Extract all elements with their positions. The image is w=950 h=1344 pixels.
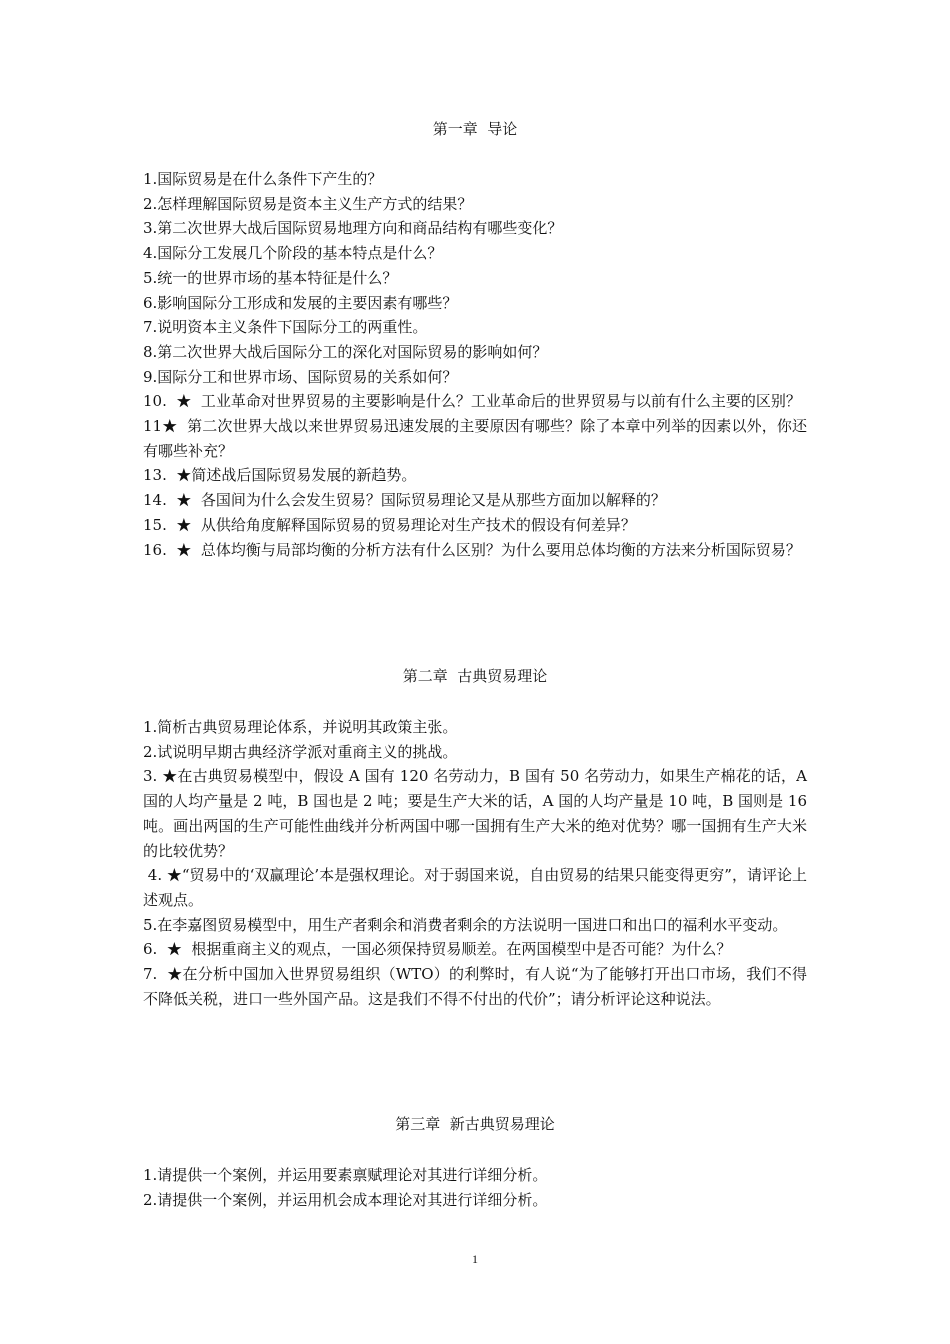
chapter-title: 第二章 古典贸易理论 — [402, 667, 548, 685]
question-item: 16. ★ 总体均衡与局部均衡的分析方法有什么区别？为什么要用总体均衡的方法来分析国际贸易？ — [143, 540, 801, 559]
chapter-title: 第一章 导论 — [432, 120, 518, 138]
chapter-2 — [143, 664, 812, 1011]
question-item: 10. ★ 工业革命对世界贸易的主要影响是什么？工业革命后的世界贸易与以前有什么主要的区别？ — [143, 392, 801, 411]
question-item: 1.请提供一个案例，并运用要素禀赋理论对其进行详细分析。 — [143, 1166, 548, 1184]
question-item: 7.说明资本主义条件下国际分工的两重性。 — [143, 318, 428, 337]
question-item: 14. ★ 各国间为什么会发生贸易？国际贸易理论又是从那些方面加以解释的？ — [143, 491, 666, 510]
question-item: 5.在李嘉图贸易模型中，用生产者剩余和消费者剩余的方法说明一国进口和出口的福利水平变动。 — [143, 915, 788, 934]
question-item: 3.第二次世界大战后国际贸易地理方向和商品结构有哪些变化？ — [143, 219, 563, 238]
question-item: 13. ★简述战后国际贸易发展的新趋势。 — [143, 466, 417, 485]
question-item: 3. ★在古典贸易模型中，假设 A 国有 120 名劳动力，B 国有 50 名劳动力，如果生产棉花的话，A 国的人均产量是 2 吨，B 国也是 2 吨；要是生产大米的话，A 国的人均产量是 10 吨，B 国则是 16 吨。画出两国的生产可能性曲线并分析两国中哪一国拥有生产大米的绝对优势？哪一国拥有生产大米的比较优势？ — [143, 767, 812, 860]
question-list — [143, 1163, 807, 1212]
question-list — [143, 715, 812, 1011]
question-item: 7. ★在分析中国加入世界贸易组织（WTO）的利弊时，有人说“为了能够打开出口市场，我们不得不降低关税，进口一些外国产品。这是我们不得不付出的代价”；请分析评论这种说法。 — [143, 965, 807, 1008]
question-item: 2.试说明早期古典经济学派对重商主义的挑战。 — [143, 742, 458, 761]
question-item: 9.国际分工和世界市场、国际贸易的关系如何？ — [143, 367, 458, 386]
question-item: 6.影响国际分工形成和发展的主要因素有哪些？ — [143, 293, 458, 312]
question-item: 8.第二次世界大战后国际分工的深化对国际贸易的影响如何？ — [143, 342, 548, 361]
question-list — [143, 167, 807, 562]
chapter-3 — [143, 1112, 807, 1212]
question-item: 4.国际分工发展几个阶段的基本特点是什么？ — [143, 244, 443, 263]
chapter-1 — [143, 117, 807, 562]
question-item: 4. ★“贸易中的‘双赢理论’本是强权理论。对于弱国来说，自由贸易的结果只能变得更穷”，请评论上述观点。 — [143, 866, 807, 909]
question-item: 6. ★ 根据重商主义的观点，一国必须保持贸易顺差。在两国模型中是否可能？为什么？ — [143, 940, 732, 959]
question-item: 5.统一的世界市场的基本特征是什么？ — [143, 268, 398, 287]
page-number: 1 — [472, 1252, 478, 1266]
question-item: 2.怎样理解国际贸易是资本主义生产方式的结果？ — [143, 194, 473, 213]
question-item: 15. ★ 从供给角度解释国际贸易的贸易理论对生产技术的假设有何差异？ — [143, 515, 636, 534]
question-item: 1.国际贸易是在什么条件下产生的？ — [143, 170, 383, 188]
question-item: 2.请提供一个案例，并运用机会成本理论对其进行详细分析。 — [143, 1190, 548, 1209]
chapter-title: 第三章 新古典贸易理论 — [395, 1115, 555, 1133]
question-item: 11★ 第二次世界大战以来世界贸易迅速发展的主要原因有哪些？除了本章中列举的因素以外，你还有哪些补充？ — [143, 417, 807, 460]
question-item: 1.简析古典贸易理论体系，并说明其政策主张。 — [143, 718, 458, 736]
